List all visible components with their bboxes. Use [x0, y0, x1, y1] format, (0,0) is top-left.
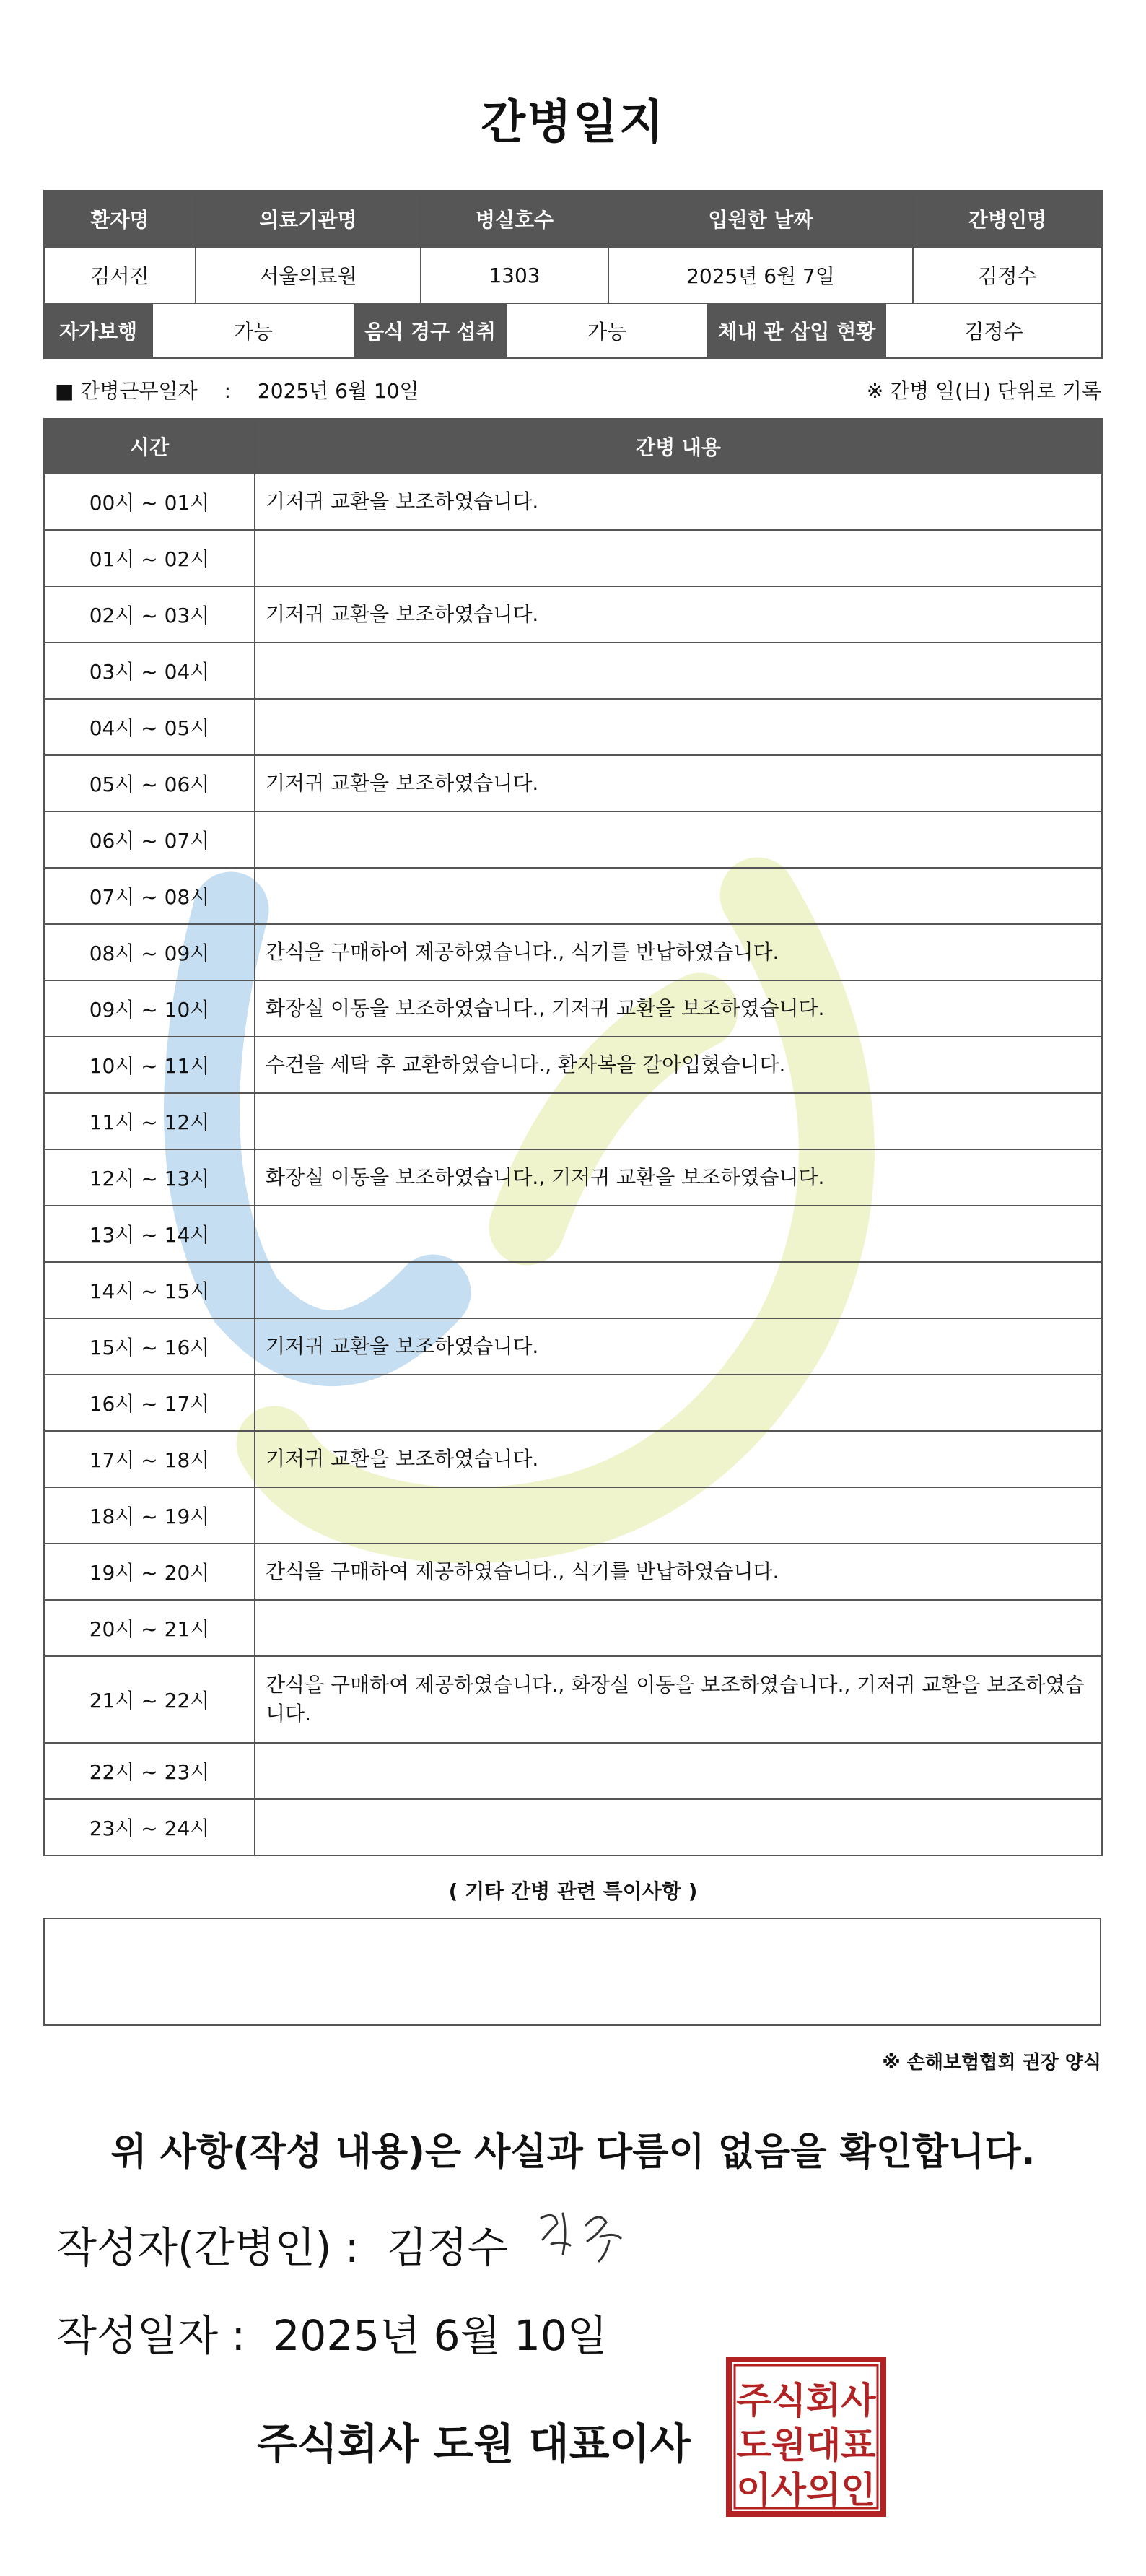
oral-intake-value: 가능	[506, 303, 708, 358]
log-time: 00시 ~ 01시	[44, 474, 255, 530]
log-time: 05시 ~ 06시	[44, 755, 255, 811]
svg-text:도원대표: 도원대표	[736, 2424, 876, 2466]
log-row	[44, 1431, 1102, 1487]
patient-info-table	[43, 190, 1103, 304]
tube-label: 체내 관 삽입 현황	[708, 303, 885, 358]
log-row	[44, 924, 1102, 980]
log-time: 01시 ~ 02시	[44, 530, 255, 586]
log-row	[44, 643, 1102, 699]
log-row	[44, 1743, 1102, 1799]
log-time: 16시 ~ 17시	[44, 1375, 255, 1431]
log-row	[44, 530, 1102, 586]
log-row	[44, 1487, 1102, 1544]
source-note: ※ 손해보험협회 권장 양식	[882, 2052, 1101, 2074]
log-content	[255, 1093, 1102, 1149]
log-time: 02시 ~ 03시	[44, 586, 255, 643]
log-row	[44, 1600, 1102, 1656]
log-content	[255, 1375, 1102, 1431]
log-time: 17시 ~ 18시	[44, 1431, 255, 1487]
header-hospital-name: 의료기관명	[196, 191, 421, 247]
log-time: 03시 ~ 04시	[44, 643, 255, 699]
notes-box	[43, 1918, 1101, 2026]
log-content	[255, 1799, 1102, 1855]
log-content: 기저귀 교환을 보조하였습니다.	[255, 586, 1102, 643]
log-content	[255, 1600, 1102, 1656]
log-time: 08시 ~ 09시	[44, 924, 255, 980]
log-row	[44, 811, 1102, 868]
oral-intake-label: 음식 경구 섭취	[354, 303, 506, 358]
log-content: 기저귀 교환을 보조하였습니다.	[255, 474, 1102, 530]
unit-note: ※ 간병 일(日) 단위로 기록	[866, 379, 1101, 403]
log-content	[255, 699, 1102, 755]
log-content	[255, 1743, 1102, 1799]
log-time: 06시 ~ 07시	[44, 811, 255, 868]
log-content: 기저귀 교환을 보조하였습니다.	[255, 1431, 1102, 1487]
writer-label: 작성자(간병인) :	[56, 2223, 359, 2272]
log-content: 간식을 구매하여 제공하였습니다., 화장실 이동을 보조하였습니다., 기저귀 교환을 보조하였습니다.	[255, 1656, 1102, 1743]
log-row	[44, 1799, 1102, 1855]
log-content	[255, 1487, 1102, 1544]
log-time: 21시 ~ 22시	[44, 1656, 255, 1743]
log-content: 간식을 구매하여 제공하였습니다., 식기를 반납하였습니다.	[255, 924, 1102, 980]
log-row	[44, 1149, 1102, 1206]
log-content	[255, 643, 1102, 699]
svg-text:주식회사: 주식회사	[736, 2380, 876, 2421]
log-row	[44, 755, 1102, 811]
header-caregiver-name: 간병인명	[913, 191, 1102, 247]
log-time: 15시 ~ 16시	[44, 1318, 255, 1375]
work-date-value: 2025년 6월 10일	[257, 379, 419, 403]
header-room-number: 병실호수	[421, 191, 608, 247]
work-date-separator: :	[224, 379, 231, 403]
log-content	[255, 1206, 1102, 1262]
log-content: 수건을 세탁 후 교환하였습니다., 환자복을 갈아입혔습니다.	[255, 1037, 1102, 1093]
log-time: 10시 ~ 11시	[44, 1037, 255, 1093]
log-row	[44, 474, 1102, 530]
log-time: 07시 ~ 08시	[44, 868, 255, 924]
svg-text:이사의인: 이사의인	[736, 2469, 876, 2511]
page-title: 간병일지	[481, 96, 665, 149]
log-row	[44, 1206, 1102, 1262]
log-time: 18시 ~ 19시	[44, 1487, 255, 1544]
log-content: 간식을 구매하여 제공하였습니다., 식기를 반납하였습니다.	[255, 1544, 1102, 1600]
log-row	[44, 699, 1102, 755]
log-time: 12시 ~ 13시	[44, 1149, 255, 1206]
self-walk-label: 자가보행	[44, 303, 152, 358]
log-time: 20시 ~ 21시	[44, 1600, 255, 1656]
log-content	[255, 811, 1102, 868]
log-time: 14시 ~ 15시	[44, 1262, 255, 1318]
log-time: 11시 ~ 12시	[44, 1093, 255, 1149]
header-time: 시간	[44, 419, 255, 474]
log-row	[44, 1656, 1102, 1743]
company-representative: 주식회사 도원 대표이사	[257, 2419, 691, 2468]
care-log-table	[43, 418, 1103, 1856]
header-patient-name: 환자명	[44, 191, 196, 247]
signature	[534, 2203, 642, 2268]
notes-title: ( 기타 간병 관련 특이사항 )	[448, 1879, 698, 1903]
log-content: 기저귀 교환을 보조하였습니다.	[255, 1318, 1102, 1375]
patient-status-table	[43, 303, 1103, 359]
written-date-label: 작성일자 :	[56, 2311, 246, 2360]
log-time: 22시 ~ 23시	[44, 1743, 255, 1799]
room-number: 1303	[421, 247, 608, 303]
caregiver-name: 김정수	[913, 247, 1102, 303]
log-row	[44, 980, 1102, 1037]
self-walk-value: 가능	[152, 303, 354, 358]
tube-value: 김정수	[885, 303, 1102, 358]
log-time: 04시 ~ 05시	[44, 699, 255, 755]
patient-name: 김서진	[44, 247, 196, 303]
log-content: 기저귀 교환을 보조하였습니다.	[255, 755, 1102, 811]
writer-name: 김정수	[386, 2223, 508, 2272]
log-row	[44, 586, 1102, 643]
company-seal	[725, 2355, 888, 2518]
log-content	[255, 530, 1102, 586]
work-date	[55, 375, 419, 404]
hospital-name: 서울의료원	[196, 247, 421, 303]
admission-date: 2025년 6월 7일	[608, 247, 913, 303]
written-date-line	[56, 2302, 608, 2362]
log-row	[44, 1544, 1102, 1600]
log-row	[44, 868, 1102, 924]
log-content	[255, 868, 1102, 924]
log-time: 19시 ~ 20시	[44, 1544, 255, 1600]
header-care-content: 간병 내용	[255, 419, 1102, 474]
log-time: 13시 ~ 14시	[44, 1206, 255, 1262]
log-row	[44, 1262, 1102, 1318]
log-time: 09시 ~ 10시	[44, 980, 255, 1037]
log-row	[44, 1375, 1102, 1431]
work-date-label: ■ 간병근무일자	[55, 379, 198, 403]
written-date-value: 2025년 6월 10일	[273, 2311, 608, 2360]
log-row	[44, 1093, 1102, 1149]
writer-line	[56, 2214, 508, 2274]
log-content	[255, 1262, 1102, 1318]
log-row	[44, 1037, 1102, 1093]
confirmation-statement: 위 사항(작성 내용)은 사실과 다름이 없음을 확인합니다.	[110, 2131, 1036, 2174]
log-content: 화장실 이동을 보조하였습니다., 기저귀 교환을 보조하였습니다.	[255, 980, 1102, 1037]
log-content: 화장실 이동을 보조하였습니다., 기저귀 교환을 보조하였습니다.	[255, 1149, 1102, 1206]
log-time: 23시 ~ 24시	[44, 1799, 255, 1855]
log-row	[44, 1318, 1102, 1375]
header-admission-date: 입원한 날짜	[608, 191, 913, 247]
